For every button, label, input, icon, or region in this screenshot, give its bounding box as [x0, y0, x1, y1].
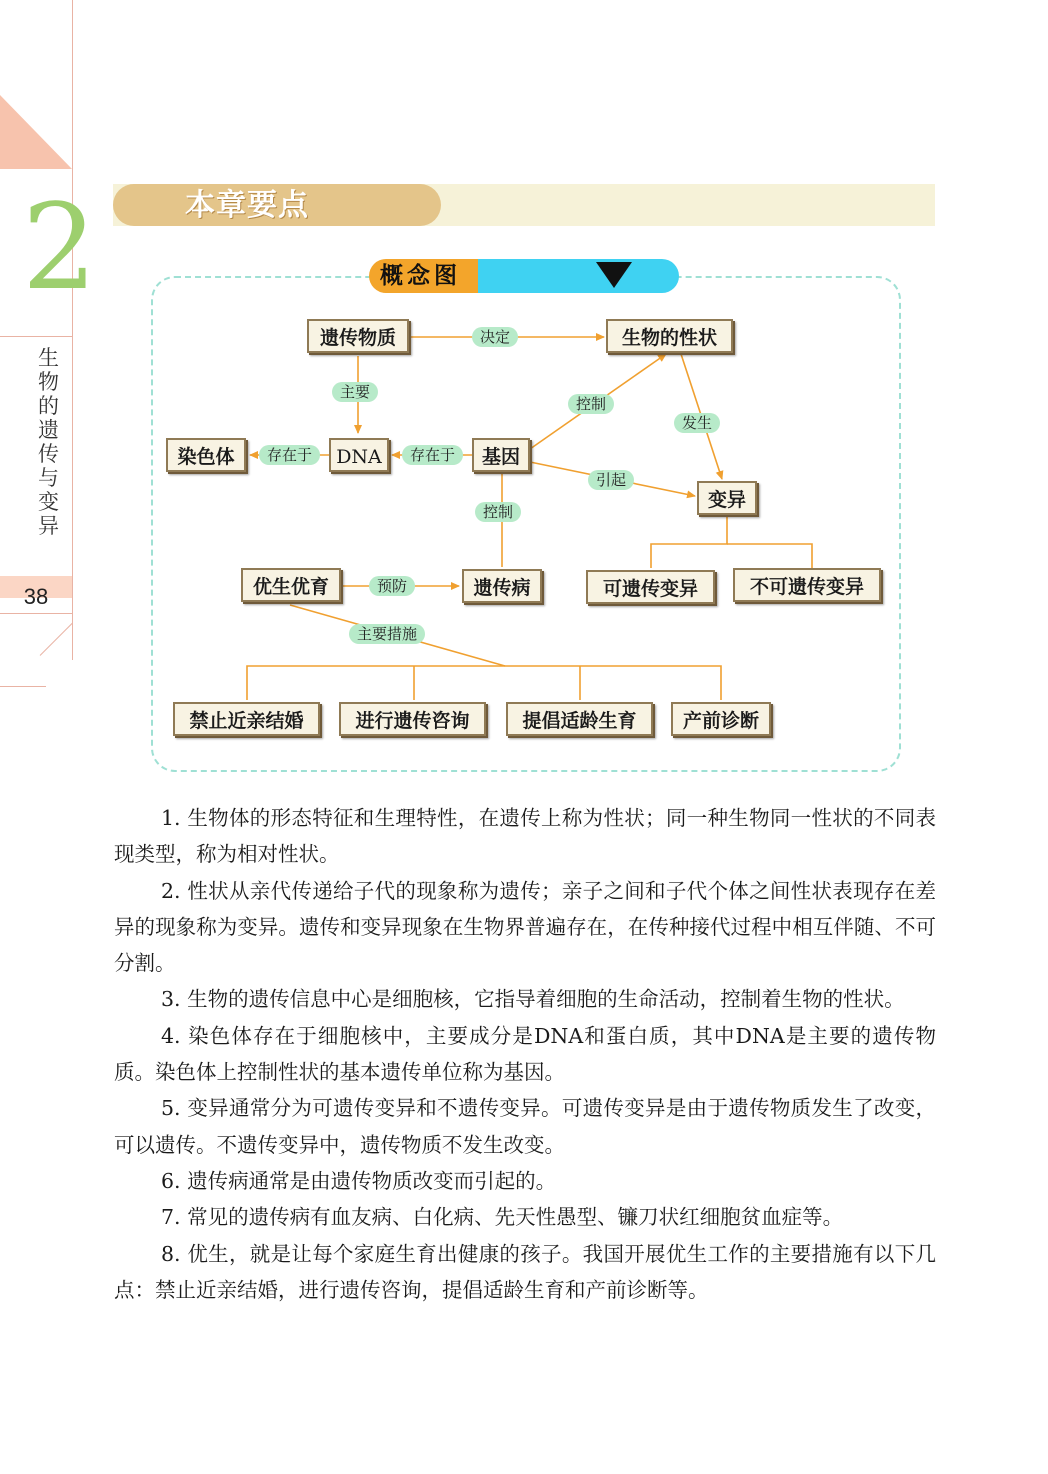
tag-exists-in-dna: 存在于	[402, 445, 463, 465]
node-nonheritable-variation: 不可遗传变异	[733, 568, 881, 602]
key-point-8: 8. 优生，就是让每个家庭生育出健康的孩子。我国开展优生工作的主要措施有以下几点：禁止近亲结婚，进行遗传咨询，提倡适龄生育和产前诊断等。	[114, 1241, 936, 1302]
link-measures-bar	[247, 666, 721, 700]
node-chromosome: 染色体	[166, 438, 246, 472]
page-number: 38	[23, 584, 49, 609]
link-variation-branch-right	[727, 544, 812, 568]
node-appropriate-age: 提倡适龄生育	[506, 702, 653, 736]
node-dna: DNA	[329, 438, 389, 472]
node-traits: 生物的性状	[606, 319, 733, 353]
node-eugenics: 优生优育	[241, 568, 341, 602]
tag-exists-in-chromosome: 存在于	[259, 445, 320, 465]
key-point-2: 2. 性状从亲代传递给子代的现象称为遗传；亲子之间和子代个体之间性状表现存在差异的现象称为变异。遗传和变异现象在生物界普遍存在，在传种接代过程中相互伴随、不可分割。	[114, 878, 936, 976]
node-heritable-variation: 可遗传变异	[586, 570, 715, 604]
tag-main-measures: 主要措施	[349, 624, 425, 644]
link-variation-branch	[651, 517, 727, 568]
tag-control-traits: 控制	[568, 394, 614, 414]
key-points	[114, 800, 936, 1308]
tag-causes: 引起	[588, 470, 634, 490]
tag-prevents: 预防	[369, 576, 415, 596]
tag-occurs: 发生	[674, 413, 720, 433]
chapter-number: 2	[22, 178, 98, 316]
node-genetic-disease: 遗传病	[462, 569, 542, 603]
concept-map-title: 概念图	[380, 263, 461, 289]
tag-decides: 决定	[472, 327, 518, 347]
key-point-6: 6. 遗传病通常是由遗传物质改变而引起的。	[161, 1168, 557, 1193]
node-variation: 变异	[697, 481, 757, 515]
key-point-7: 7. 常见的遗传病有血友病、白化病、先天性愚型、镰刀状红细胞贫血症等。	[161, 1205, 844, 1230]
tag-control-disease: 控制	[475, 502, 521, 522]
key-point-4: 4. 染色体存在于细胞核中，主要成分是DNA和蛋白质，其中DNA是主要的遗传物质。染色体上控制性状的基本遗传单位称为基因。	[114, 1023, 936, 1085]
tag-mainly: 主要	[332, 382, 378, 402]
key-point-5: 5. 变异通常分为可遗传变异和不遗传变异。可遗传变异是由于遗传物质发生了改变，可以遗传。不遗传变异中，遗传物质不发生改变。	[114, 1096, 936, 1157]
node-ban-consanguineous: 禁止近亲结婚	[173, 702, 320, 736]
key-point-3: 3. 生物的遗传信息中心是细胞核，它指导着细胞的生命活动，控制着生物的性状。	[161, 987, 905, 1012]
key-point-1: 1. 生物体的形态特征和生理特性，在遗传上称为性状；同一种生物同一性状的不同表现类型，称为相对性状。	[114, 806, 936, 867]
node-gene: 基因	[472, 438, 530, 472]
node-genetic-counseling: 进行遗传咨询	[339, 702, 486, 736]
chapter-title: 生物的遗传与变异	[38, 346, 59, 538]
node-prenatal-diagnosis: 产前诊断	[671, 702, 771, 736]
section-title: 本章要点	[185, 188, 309, 223]
node-genetic-material: 遗传物质	[307, 319, 409, 353]
